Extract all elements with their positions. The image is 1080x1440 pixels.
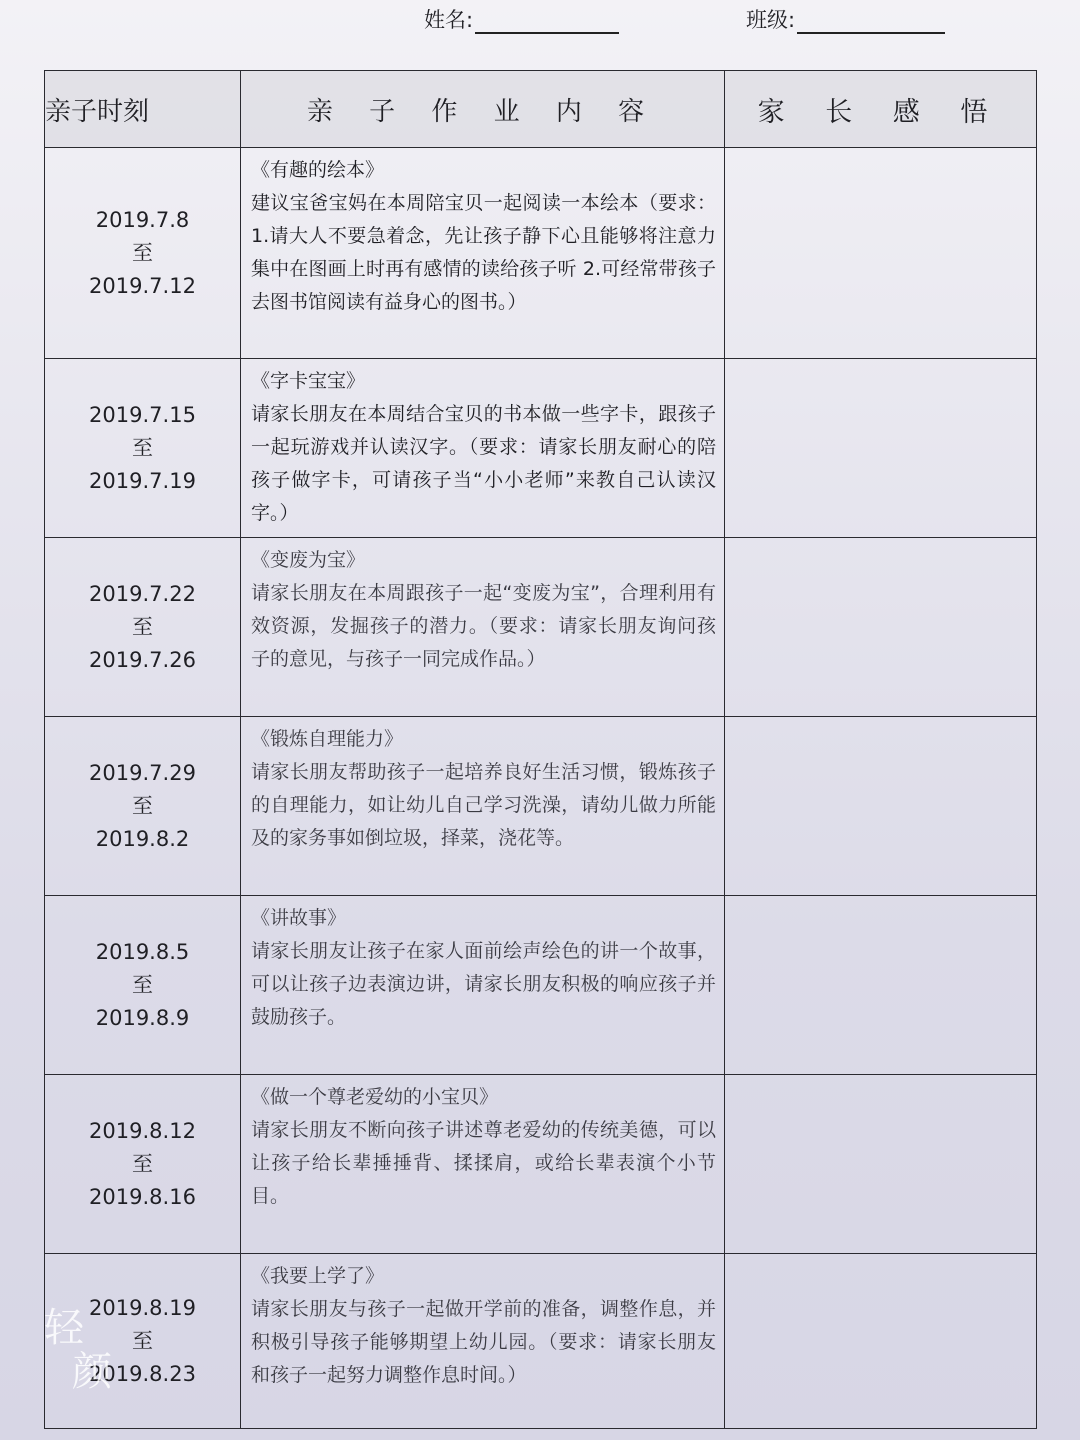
name-blank-line[interactable]: [475, 10, 619, 34]
content-cell: [241, 1254, 725, 1429]
parent-reflection-cell[interactable]: [725, 717, 1037, 896]
date-cell: [45, 538, 241, 717]
content-cell: [241, 717, 725, 896]
date-end: 2019.7.19: [89, 468, 196, 493]
date-to: 至: [132, 614, 153, 639]
parent-reflection-cell[interactable]: [725, 896, 1037, 1075]
activity-text: 请家长朋友让孩子在家人面前绘声绘色的讲一个故事，可以让孩子边表演边讲，请家长朋友积极的响应孩子并鼓励孩子。: [251, 940, 716, 1028]
class-field[interactable]: [746, 4, 945, 34]
class-label: 班级:: [746, 8, 796, 32]
activity-text: 请家长朋友在本周结合宝贝的书本做一些字卡，跟孩子一起玩游戏并认读汉字。（要求：请家长朋友耐心的陪孩子做字卡，可请孩子当“小小老师”来教自己认读汉字。）: [251, 403, 716, 524]
activity-title: 《讲故事》: [251, 907, 347, 929]
table-row: [45, 1254, 1037, 1429]
date-end: 2019.8.9: [95, 1005, 190, 1030]
parent-reflection-cell[interactable]: [725, 359, 1037, 538]
activity-title: 《锻炼自理能力》: [251, 728, 404, 750]
date-start: 2019.7.8: [95, 207, 190, 232]
table-row: [45, 148, 1037, 359]
content-cell: [241, 148, 725, 359]
parent-reflection-cell[interactable]: [725, 1075, 1037, 1254]
date-to: 至: [132, 240, 153, 265]
date-to: 至: [132, 435, 153, 460]
activity-title: 《有趣的绘本》: [251, 159, 385, 181]
date-start: 2019.7.15: [89, 402, 196, 427]
date-cell: [45, 359, 241, 538]
date-end: 2019.7.26: [89, 647, 196, 672]
activity-title: 《变废为宝》: [251, 549, 366, 571]
parent-reflection-cell[interactable]: [725, 538, 1037, 717]
table-row: [45, 359, 1037, 538]
app-watermark: [44, 1306, 134, 1396]
column-header-content: 亲 子 作 业 内 容: [241, 71, 725, 148]
class-blank-line[interactable]: [797, 10, 945, 34]
activity-title: 《字卡宝宝》: [251, 370, 366, 392]
date-start: 2019.8.5: [95, 939, 190, 964]
activity-title: 《我要上学了》: [251, 1265, 385, 1287]
activity-text: 请家长朋友与孩子一起做开学前的准备，调整作息，并积极引导孩子能够期望上幼儿园。（要求：请家长朋友和孩子一起努力调整作息时间。）: [251, 1298, 716, 1386]
date-start: 2019.7.22: [89, 581, 196, 606]
table-row: [45, 538, 1037, 717]
date-end: 2019.7.12: [89, 273, 196, 298]
table-row: [45, 717, 1037, 896]
content-cell: [241, 538, 725, 717]
date-to: 至: [132, 1328, 153, 1353]
parent-reflection-cell[interactable]: [725, 1254, 1037, 1429]
name-field[interactable]: [424, 4, 619, 34]
column-header-reflection: 家 长 感 悟: [725, 71, 1037, 148]
activity-title: 《做一个尊老爱幼的小宝贝》: [251, 1086, 499, 1108]
date-to: 至: [132, 972, 153, 997]
name-label: 姓名:: [424, 8, 474, 32]
date-to: 至: [132, 793, 153, 818]
table-header-row: [45, 71, 1037, 148]
activity-text: 请家长朋友帮助孩子一起培养良好生活习惯，锻炼孩子的自理能力，如让幼儿自己学习洗澡，请幼儿做力所能及的家务事如倒垃圾，择菜，浇花等。: [251, 761, 716, 849]
activity-text: 建议宝爸宝妈在本周陪宝贝一起阅读一本绘本（要求：1.请大人不要急着念，先让孩子静下心且能够将注意力集中在图画上时再有感情的读给孩子听 2.可经常带孩子去图书馆阅读有益身心的图书。）: [251, 192, 716, 313]
date-start: 2019.8.19: [89, 1295, 196, 1320]
date-to: 至: [132, 1151, 153, 1176]
date-end: 2019.8.23: [89, 1361, 196, 1386]
parent-reflection-cell[interactable]: [725, 148, 1037, 359]
column-header-time: 亲子时刻: [45, 71, 241, 148]
content-cell: [241, 359, 725, 538]
activity-text: 请家长朋友在本周跟孩子一起“变废为宝”，合理利用有效资源，发掘孩子的潜力。（要求：请家长朋友询问孩子的意见，与孩子一同完成作品。）: [251, 582, 716, 670]
watermark-char-2: 颜: [72, 1349, 112, 1395]
date-cell: [45, 717, 241, 896]
date-start: 2019.7.29: [89, 760, 196, 785]
date-cell: [45, 1075, 241, 1254]
table-row: [45, 1075, 1037, 1254]
date-cell: [45, 896, 241, 1075]
homework-table: [44, 70, 1037, 1429]
content-cell: [241, 1075, 725, 1254]
activity-text: 请家长朋友不断向孩子讲述尊老爱幼的传统美德，可以让孩子给长辈捶捶背、揉揉肩，或给长辈表演个小节目。: [251, 1119, 716, 1207]
date-end: 2019.8.16: [89, 1184, 196, 1209]
date-start: 2019.8.12: [89, 1118, 196, 1143]
date-end: 2019.8.2: [95, 826, 190, 851]
content-cell: [241, 896, 725, 1075]
table-row: [45, 896, 1037, 1075]
date-cell: [45, 148, 241, 359]
watermark-char-1: 轻: [44, 1305, 84, 1351]
